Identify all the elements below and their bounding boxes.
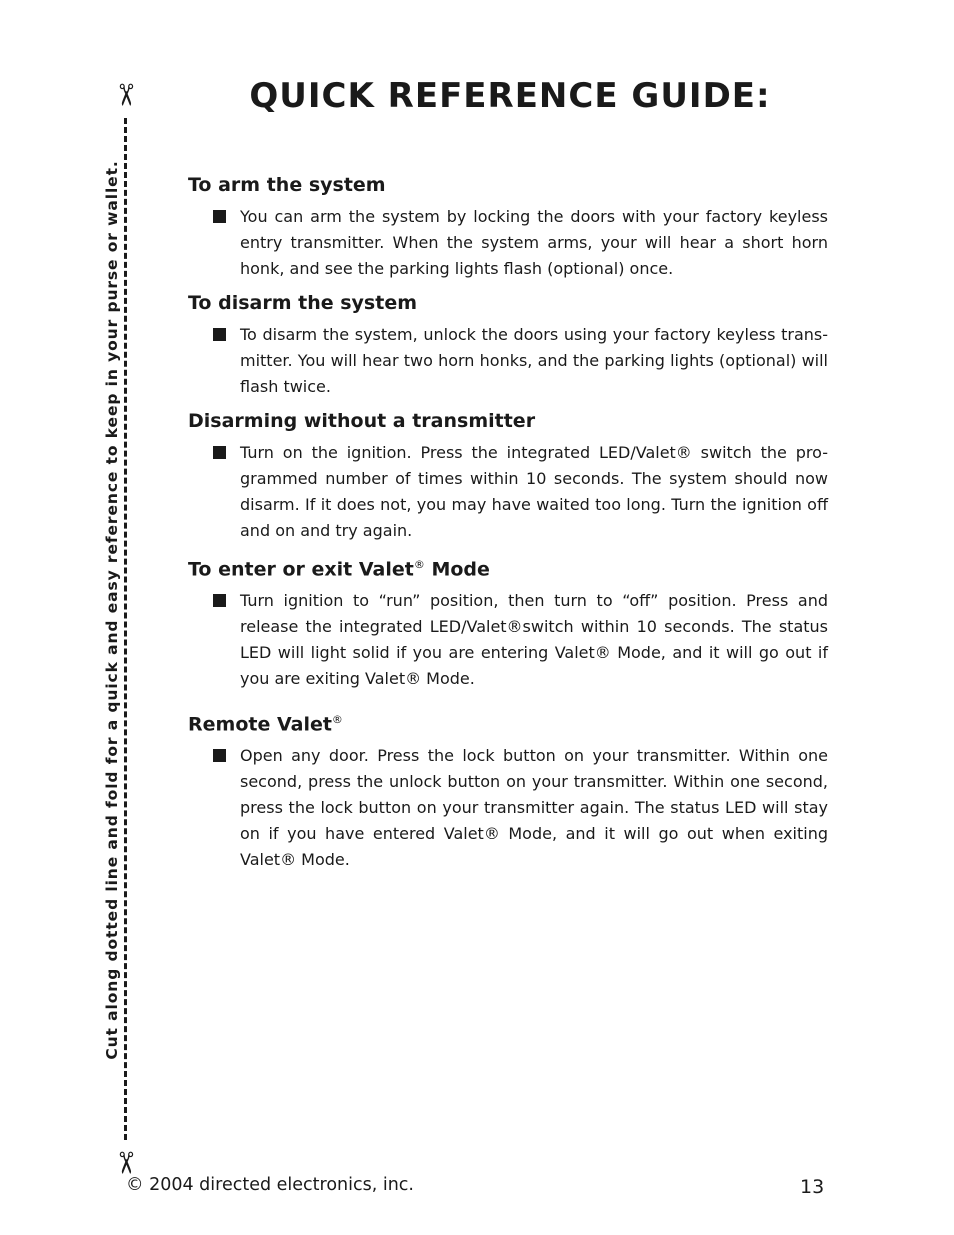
section-heading: [188, 408, 828, 434]
section-heading: [188, 707, 828, 737]
fold-instruction: Cut along dotted line and fold for a quick and easy reference to keep in your purse or wallet.: [103, 160, 121, 1060]
square-bullet-icon: [213, 328, 226, 341]
scissors-icon: ✂: [107, 82, 143, 108]
page-number: 13: [800, 1176, 825, 1198]
heading-text: To disarm the system: [188, 292, 418, 314]
cut-line: [124, 118, 127, 1140]
section-arm: [188, 172, 828, 282]
section-body: To disarm the system, unlock the doors using your factory keyless trans-mitter. You will hear two horn honks, and the parking lights (optional) will flash twice.: [240, 325, 828, 396]
section-heading: [188, 552, 828, 582]
list-item: [188, 322, 828, 400]
registered-mark: ®: [331, 713, 343, 726]
section-body: You can arm the system by locking the doors with your factory keyless entry transmitter. When the system arms, your will hear a short horn honk, and see the parking lights flash (optional) once.: [240, 207, 828, 278]
list-item: [188, 743, 828, 873]
heading-suffix: Mode: [424, 558, 490, 581]
list-item: [188, 440, 828, 544]
square-bullet-icon: [213, 594, 226, 607]
section-valet-mode: [188, 552, 828, 692]
square-bullet-icon: [213, 446, 226, 459]
list-item: [188, 204, 828, 282]
list-item: [188, 588, 828, 692]
heading-text: To enter or exit Valet: [188, 558, 414, 581]
registered-mark: ®: [413, 558, 425, 571]
section-remote-valet: [188, 707, 828, 873]
heading-text: To arm the system: [188, 174, 386, 196]
page-title: QUICK REFERENCE GUIDE:: [249, 76, 771, 116]
section-heading: [188, 172, 828, 198]
section-body: Turn on the ignition. Press the integrated LED/Valet® switch the pro-grammed number of times within 10 seconds. The system should now disarm. If it does not, you may have waited too long. Turn the ignition off and on and try again.: [240, 443, 828, 540]
copyright-text: © 2004 directed electronics, inc.: [126, 1175, 414, 1195]
section-body: Open any door. Press the lock button on your transmitter. Within one second, press the unlock button on your transmitter. Within one second, press the lock button on your transmitter again. The status LED will stay on if you have entered Valet® Mode, and it will go out when exiting Valet® Mode.: [240, 746, 828, 870]
section-disarm: [188, 290, 828, 400]
heading-text: Remote Valet: [188, 713, 332, 736]
heading-text: Disarming without a transmitter: [188, 410, 536, 432]
square-bullet-icon: [213, 210, 226, 223]
section-disarm-no-transmitter: [188, 408, 828, 544]
section-body: Turn ignition to “run” position, then turn to “off” position. Press and release the integrated LED/Valet®switch within 10 seconds. The status LED will light solid if you are entering Valet® Mode, and it will go out if you are exiting Valet® Mode.: [240, 591, 828, 689]
square-bullet-icon: [213, 749, 226, 762]
scissors-icon: ✂: [107, 1150, 143, 1176]
section-heading: [188, 290, 828, 316]
